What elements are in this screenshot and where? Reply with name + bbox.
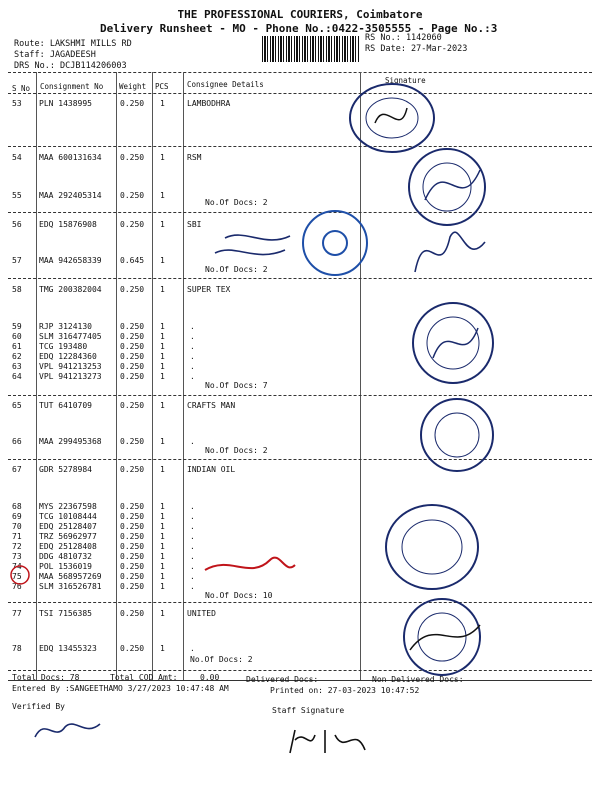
- doc-count: No.Of Docs: 2: [205, 198, 268, 207]
- row-consignment: MAA 299495368: [39, 437, 102, 446]
- verifier-signature: [30, 712, 105, 747]
- sbi-handwriting: [195, 208, 385, 278]
- row-pcs: 1: [160, 401, 165, 410]
- row-pcs: 1: [160, 285, 165, 294]
- row-weight: 0.645: [120, 256, 145, 265]
- table-header-rule: [8, 93, 592, 94]
- row-consignee: .: [190, 572, 195, 581]
- row-sno: 70: [12, 522, 22, 531]
- row-consignee: .: [190, 562, 195, 571]
- row-consignee: SUPER TEX: [187, 285, 231, 294]
- route-label: Route: LAKSHMI MILLS RD: [14, 39, 132, 49]
- row-weight: 0.250: [120, 562, 145, 571]
- row-pcs: 1: [160, 609, 165, 618]
- row-weight: 0.250: [120, 572, 145, 581]
- col-divider: [360, 72, 361, 680]
- row-consignee: .: [190, 582, 195, 591]
- staff-signature-label: Staff Signature: [272, 706, 345, 715]
- row-consignment: DDG 4810732: [39, 552, 92, 561]
- row-weight: 0.250: [120, 542, 145, 551]
- total-docs: Total Docs: 78: [12, 673, 80, 682]
- row-consignee: .: [190, 362, 195, 371]
- group-rule: [8, 395, 592, 396]
- row-pcs: 1: [160, 99, 165, 108]
- row-consignment: SLM 316477405: [39, 332, 102, 341]
- signature-scribble: [405, 212, 495, 287]
- row-consignment: TRZ 56962977: [39, 532, 97, 541]
- row-pcs: 1: [160, 644, 165, 653]
- row-consignee: CRAFTS MAN: [187, 401, 236, 410]
- row-weight: 0.250: [120, 552, 145, 561]
- doc-count: No.Of Docs: 2: [205, 265, 268, 274]
- row-consignee: .: [190, 352, 195, 361]
- row-pcs: 1: [160, 532, 165, 541]
- row-pcs: 1: [160, 542, 165, 551]
- row-consignment: EDQ 25128407: [39, 522, 97, 531]
- row-consignment: POL 1536019: [39, 562, 92, 571]
- row-sno: 63: [12, 362, 22, 371]
- row-pcs: 1: [160, 256, 165, 265]
- row-weight: 0.250: [120, 465, 145, 474]
- row-consignment: RJP 3124130: [39, 322, 92, 331]
- row-weight: 0.250: [120, 332, 145, 341]
- red-signature: [200, 545, 300, 590]
- group-rule: [8, 278, 592, 279]
- staff-signature: [285, 725, 370, 760]
- row-sno: 71: [12, 532, 22, 541]
- row-consignment: MAA 600131634: [39, 153, 102, 162]
- runsheet-subtitle: Delivery Runsheet - MO - Phone No.:0422-3505555 - Page No.:3: [100, 22, 498, 35]
- header-weight: Weight: [119, 82, 147, 91]
- col-divider: [152, 72, 153, 680]
- doc-count: No.Of Docs: 2: [190, 655, 253, 664]
- row-weight: 0.250: [120, 582, 145, 591]
- header-sno: S No: [12, 84, 31, 93]
- group-rule: [8, 602, 592, 603]
- row-consignment: VPL 941213253: [39, 362, 102, 371]
- indian-oil-stamp: [380, 500, 485, 595]
- row-weight: 0.250: [120, 153, 145, 162]
- table-top-rule: [8, 72, 592, 73]
- row-sno: 53: [12, 99, 22, 108]
- delivered-docs: Delivered Docs:: [246, 675, 319, 684]
- row-pcs: 1: [160, 352, 165, 361]
- row-sno: 74: [12, 562, 22, 571]
- barcode: [262, 36, 360, 62]
- row-sno: 76: [12, 582, 22, 591]
- row-weight: 0.250: [120, 502, 145, 511]
- row-weight: 0.250: [120, 220, 145, 229]
- row-consignment: TMG 200382004: [39, 285, 102, 294]
- row-weight: 0.250: [120, 99, 145, 108]
- row-pcs: 1: [160, 322, 165, 331]
- circled-75-mark: [5, 560, 35, 590]
- row-pcs: 1: [160, 220, 165, 229]
- row-consignee: .: [190, 542, 195, 551]
- row-consignee: .: [190, 437, 195, 446]
- verified-by-label: Verified By: [12, 702, 65, 711]
- row-sno: 77: [12, 609, 22, 618]
- row-sno: 68: [12, 502, 22, 511]
- row-consignment: MAA 942658339: [39, 256, 102, 265]
- row-sno: 67: [12, 465, 22, 474]
- non-delivered-docs: Non Delivered Docs:: [372, 675, 464, 684]
- row-consignee: .: [190, 532, 195, 541]
- row-sno: 72: [12, 542, 22, 551]
- doc-count: No.Of Docs: 2: [205, 446, 268, 455]
- row-consignment: MYS 22367598: [39, 502, 97, 511]
- row-sno: 60: [12, 332, 22, 341]
- row-sno: 59: [12, 322, 22, 331]
- row-weight: 0.250: [120, 522, 145, 531]
- row-pcs: 1: [160, 512, 165, 521]
- row-weight: 0.250: [120, 609, 145, 618]
- row-weight: 0.250: [120, 372, 145, 381]
- row-consignment: PLN 1438995: [39, 99, 92, 108]
- row-sno: 64: [12, 372, 22, 381]
- row-consignee: .: [190, 644, 195, 653]
- row-consignment: EDQ 25128408: [39, 542, 97, 551]
- row-pcs: 1: [160, 153, 165, 162]
- row-consignment: VPL 941213273: [39, 372, 102, 381]
- row-weight: 0.250: [120, 532, 145, 541]
- row-sno: 66: [12, 437, 22, 446]
- row-sno: 62: [12, 352, 22, 361]
- header-pcs: PCS: [155, 82, 169, 91]
- row-pcs: 1: [160, 582, 165, 591]
- row-pcs: 1: [160, 562, 165, 571]
- row-weight: 0.250: [120, 644, 145, 653]
- row-pcs: 1: [160, 572, 165, 581]
- row-pcs: 1: [160, 332, 165, 341]
- row-consignee: .: [190, 322, 195, 331]
- united-stamp: [395, 595, 490, 680]
- super-tex-stamp: [408, 298, 498, 388]
- header-consignee: Consignee Details: [187, 80, 264, 89]
- row-consignment: EDQ 12284360: [39, 352, 97, 361]
- row-consignee: INDIAN OIL: [187, 465, 236, 474]
- row-sno: 75: [12, 572, 22, 581]
- row-consignee: LAMBODHRA: [187, 99, 231, 108]
- row-pcs: 1: [160, 522, 165, 531]
- row-sno: 69: [12, 512, 22, 521]
- row-consignment: EDQ 13455323: [39, 644, 97, 653]
- col-divider: [36, 72, 37, 680]
- row-pcs: 1: [160, 372, 165, 381]
- row-sno: 73: [12, 552, 22, 561]
- group-rule: [8, 146, 592, 147]
- row-sno: 58: [12, 285, 22, 294]
- row-consignee: .: [190, 502, 195, 511]
- row-consignment: EDQ 15876908: [39, 220, 97, 229]
- row-consignee: UNITED: [187, 609, 216, 618]
- row-weight: 0.250: [120, 191, 145, 200]
- row-sno: 56: [12, 220, 22, 229]
- row-pcs: 1: [160, 502, 165, 511]
- row-weight: 0.250: [120, 285, 145, 294]
- total-cod-label: Total COD Amt:: [110, 673, 178, 682]
- row-consignment: SLM 316526781: [39, 582, 102, 591]
- rs-date: RS Date: 27-Mar-2023: [365, 44, 468, 54]
- row-weight: 0.250: [120, 362, 145, 371]
- row-consignee: .: [190, 522, 195, 531]
- printed-on: Printed on: 27-03-2023 10:47:52: [270, 686, 420, 695]
- row-sno: 65: [12, 401, 22, 410]
- rs-number: RS No.: 1142060: [365, 33, 442, 43]
- group-rule: [8, 459, 592, 460]
- row-consignee: .: [190, 552, 195, 561]
- row-sno: 55: [12, 191, 22, 200]
- col-divider: [116, 72, 117, 680]
- row-consignment: MAA 568957269: [39, 572, 102, 581]
- row-consignment: GDR 5278984: [39, 465, 92, 474]
- row-consignee: .: [190, 372, 195, 381]
- craftsman-stamp: [415, 395, 500, 475]
- row-weight: 0.250: [120, 352, 145, 361]
- row-sno: 61: [12, 342, 22, 351]
- row-pcs: 1: [160, 362, 165, 371]
- col-divider: [183, 72, 184, 680]
- row-consignment: MAA 292405314: [39, 191, 102, 200]
- header-signature: Signature: [385, 76, 426, 85]
- row-pcs: 1: [160, 552, 165, 561]
- row-sno: 54: [12, 153, 22, 162]
- row-consignee: .: [190, 332, 195, 341]
- page-title: THE PROFESSIONAL COURIERS, Coimbatore: [177, 8, 423, 21]
- row-consignment: TCG 10108444: [39, 512, 97, 521]
- row-weight: 0.250: [120, 322, 145, 331]
- row-pcs: 1: [160, 191, 165, 200]
- doc-count: No.Of Docs: 10: [205, 591, 273, 600]
- entered-by: Entered By :SANGEETHAMO 3/27/2023 10:47:48 AM: [12, 684, 229, 693]
- row-pcs: 1: [160, 465, 165, 474]
- row-consignee: SBI: [187, 220, 202, 229]
- row-pcs: 1: [160, 342, 165, 351]
- row-consignment: TUT 6410709: [39, 401, 92, 410]
- doc-count: No.Of Docs: 7: [205, 381, 268, 390]
- header-consignment: Consignment No: [40, 82, 104, 91]
- row-consignment: TSI 7156385: [39, 609, 92, 618]
- row-weight: 0.250: [120, 512, 145, 521]
- total-cod-value: 0.00: [200, 673, 220, 682]
- group-rule: [8, 670, 592, 671]
- row-consignee: .: [190, 342, 195, 351]
- row-consignee: .: [190, 512, 195, 521]
- row-weight: 0.250: [120, 437, 145, 446]
- row-weight: 0.250: [120, 401, 145, 410]
- row-sno: 78: [12, 644, 22, 653]
- row-sno: 57: [12, 256, 22, 265]
- staff-label: Staff: JAGADEESH: [14, 50, 96, 60]
- row-consignment: TCG 193480: [39, 342, 88, 351]
- row-consignee: RSM: [187, 153, 202, 162]
- row-weight: 0.250: [120, 342, 145, 351]
- row-pcs: 1: [160, 437, 165, 446]
- drs-number: DRS No.: DCJB114206003: [14, 61, 127, 71]
